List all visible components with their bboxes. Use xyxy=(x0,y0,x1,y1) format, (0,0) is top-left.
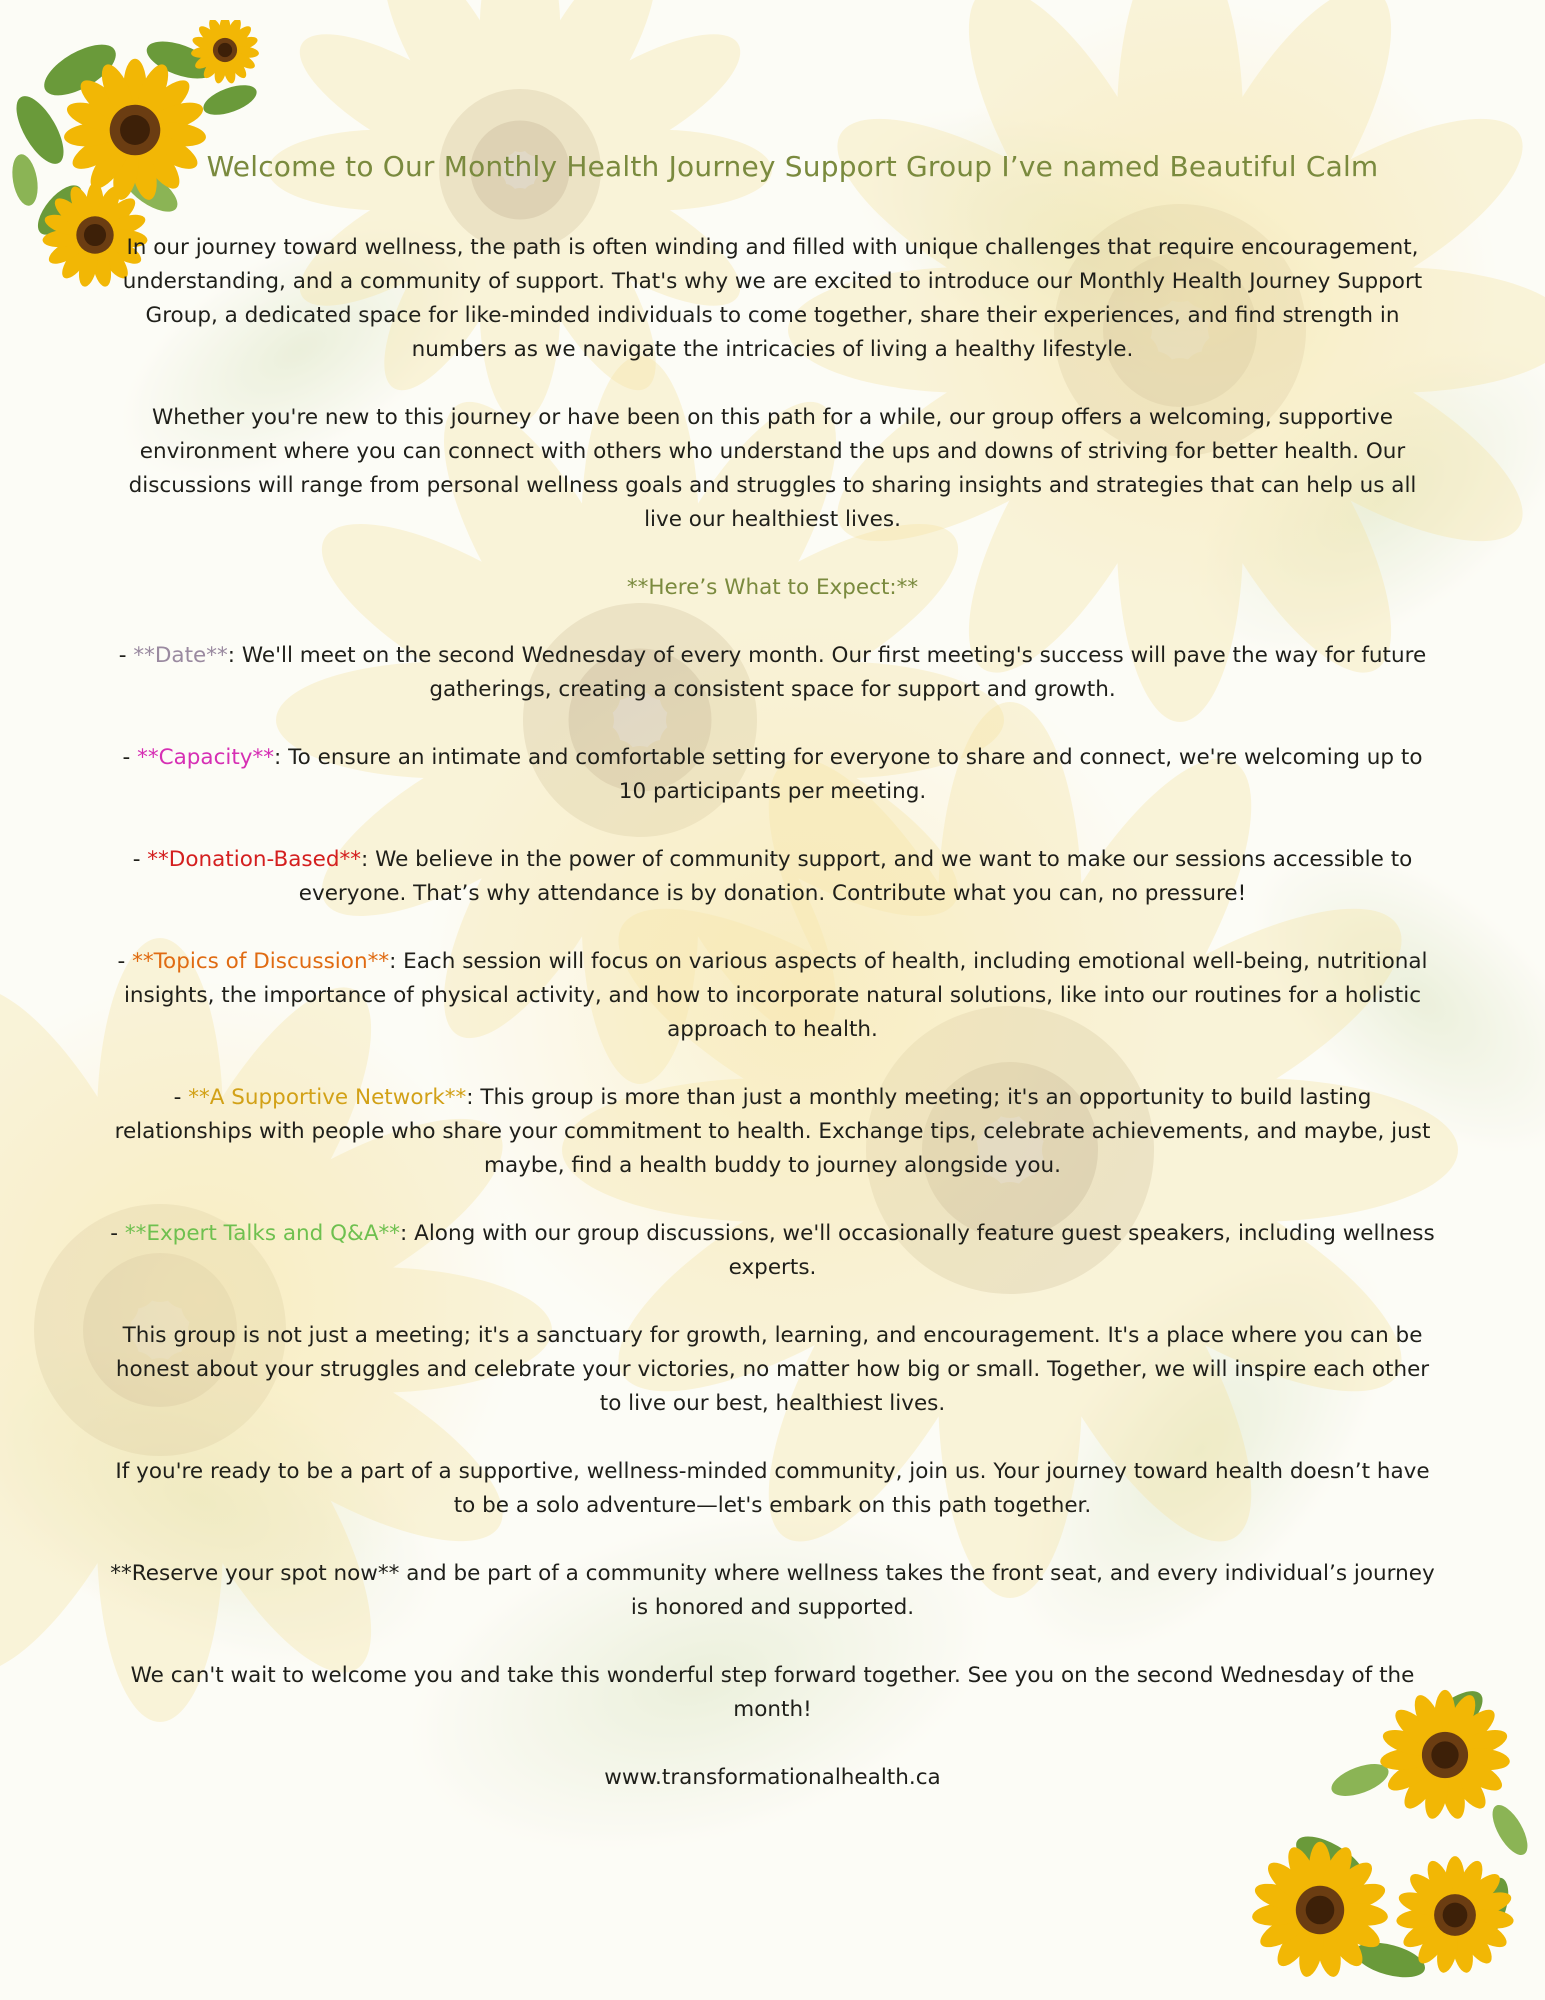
donation-label: **Donation-Based** xyxy=(147,847,361,872)
list-item-capacity: - **Capacity**: To ensure an intimate and comfortable setting for everyone to share and connect, we're welcoming up to 10 participants per meeting. xyxy=(122,745,1423,804)
expect-heading: **Here’s What to Expect:** xyxy=(626,575,919,600)
page-title: Welcome to Our Monthly Health Journey Support Group I’ve named Beautiful Calm xyxy=(206,150,1379,183)
expert-label: **Expert Talks and Q&A** xyxy=(124,1221,401,1246)
list-item-expert: - **Expert Talks and Q&A**: Along with our group discussions, we'll occasionally feature guest speakers, including wellness experts. xyxy=(110,1221,1435,1280)
list-item-network: - **A Supportive Network**: This group is more than just a monthly meeting; it's an opportunity to build lasting relationships with people who share your commitment to health. Exchange tips, celebrate achievements, and maybe, just maybe, find a health buddy to journey alongside you. xyxy=(114,1085,1431,1178)
capacity-label: **Capacity** xyxy=(137,745,275,770)
list-item-date: - **Date**: We'll meet on the second Wednesday of every month. Our first meeting's success will pave the way for future gatherings, creating a consistent space for support and growth. xyxy=(118,643,1427,702)
reserve-paragraph: **Reserve your spot now** and be part of a community where wellness takes the front seat, and every individual’s journey is honored and supported. xyxy=(110,1561,1435,1620)
sanctuary-paragraph: This group is not just a meeting; it's a sanctuary for growth, learning, and encouragement. It's a place where you can be honest about your struggles and celebrate your victories, no matter how big or small. Together, we will inspire each other to live our best, healthiest lives. xyxy=(115,1323,1430,1416)
network-label: **A Supportive Network** xyxy=(188,1085,467,1110)
list-item-donation: - **Donation-Based**: We believe in the power of community support, and we want to make our sessions accessible to everyone. That’s why attendance is by donation. Contribute what you can, no pressure! xyxy=(132,847,1413,906)
website-link[interactable]: www.transformationalhealth.ca xyxy=(604,1765,941,1790)
intro-paragraph: In our journey toward wellness, the path is often winding and filled with unique challenges that require encouragement, understanding, and a community of support. That's why we are excited to introduce our Monthly Health Journey Support Group, a dedicated space for like-minded individuals to come together, share their experiences, and find strength in numbers as we navigate the intricacies of living a healthy lifestyle. xyxy=(122,235,1423,362)
ready-paragraph: If you're ready to be a part of a supportive, wellness-minded community, join us. Your journey toward health doesn’t have to be a solo adventure—let's embark on this path together. xyxy=(115,1459,1430,1518)
welcome-paragraph: Whether you're new to this journey or have been on this path for a while, our group offers a welcoming, supportive environment where you can connect with others who understand the ups and downs of striving for better health. Our discussions will range from personal wellness goals and struggles to sharing insights and strategies that can help us all live our healthiest lives. xyxy=(128,405,1417,532)
closing-paragraph: We can't wait to welcome you and take this wonderful step forward together. See you on the second Wednesday of the month! xyxy=(130,1663,1415,1722)
flyer-body xyxy=(110,150,1435,1829)
list-item-topics: - **Topics of Discussion**: Each session will focus on various aspects of health, including emotional well-being, nutritional insights, the importance of physical activity, and how to incorporate natural solutions, like into our routines for a holistic approach to health. xyxy=(117,949,1428,1042)
topics-label: **Topics of Discussion** xyxy=(132,949,390,974)
date-label: **Date** xyxy=(133,643,228,668)
